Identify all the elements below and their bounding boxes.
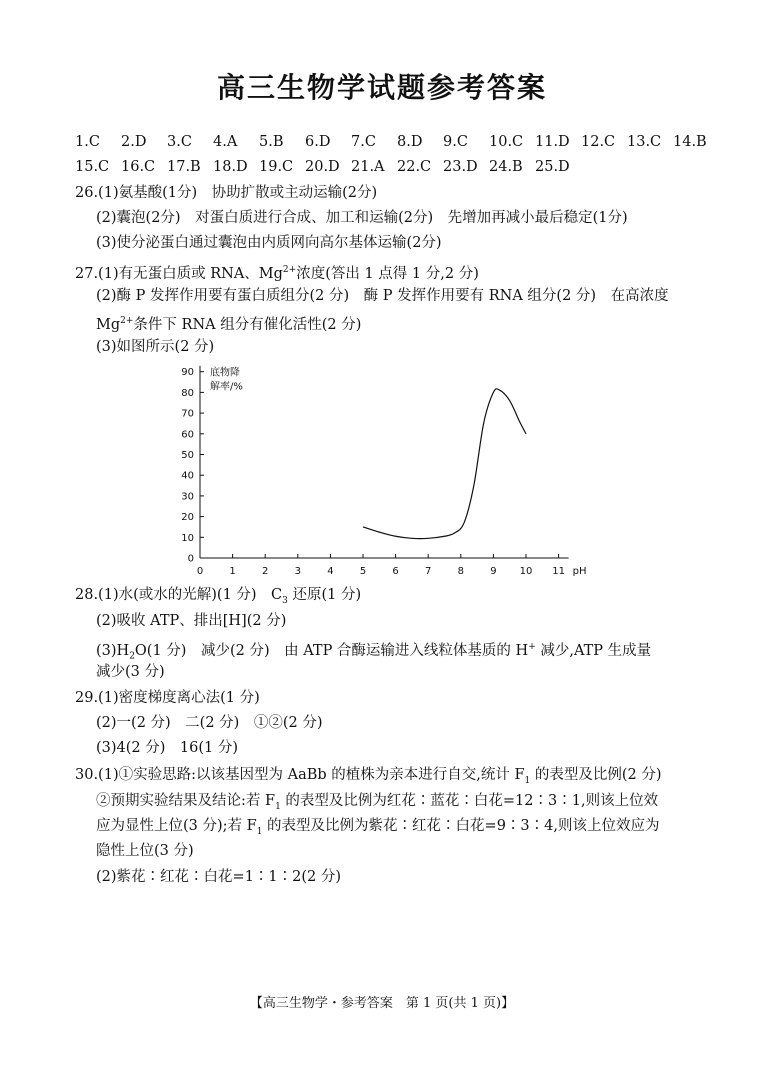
x-tick-label: 1 xyxy=(229,566,236,577)
y-axis-label-line-2: 解率/% xyxy=(210,381,243,393)
x-tick-label: 5 xyxy=(359,566,367,577)
x-tick-label: 8 xyxy=(457,566,464,577)
y-tick-label: 0 xyxy=(187,553,194,565)
q27-line-4: (3)如图所示(2 分) xyxy=(96,339,215,355)
mc-answer: 2.D xyxy=(121,134,147,150)
q27-line-2: (2)酶 P 发挥作用要有蛋白质组分(2 分) 酶 P 发挥作用要有 RNA 组分(2 分) 在高浓度 xyxy=(96,288,669,304)
q29-line-2: (2)一(2 分) 二(2 分) ①②(2 分) xyxy=(96,715,323,731)
q26-line-3: (3)使分泌蛋白通过囊泡由内质网向高尔基体运输(2分) xyxy=(96,235,442,251)
x-tick-label: 2 xyxy=(262,566,269,577)
q27-l1-part-b: 浓度(答出 1 点得 1 分,2 分) xyxy=(296,265,479,282)
x-tick-label: 0 xyxy=(196,566,204,577)
q28-l3-part-b: O(1 分) 减少(2 分) 由 ATP 合酶运输进入线粒体基质的 H xyxy=(134,642,529,659)
q30-line-5: (2)紫花∶红花∶白花=1∶1∶2(2 分) xyxy=(96,869,342,885)
mc-answer: 9.C xyxy=(443,134,468,150)
q30-l1-part-b: 的表型及比例(2 分) xyxy=(530,767,662,783)
mc-answer: 24.B xyxy=(489,159,523,175)
x-tick-label: 6 xyxy=(392,566,399,577)
mc-answer: 7.C xyxy=(351,134,376,150)
mc-answer: 11.D xyxy=(535,134,570,150)
q30-line-3 xyxy=(96,816,659,842)
mc-answer: 6.D xyxy=(305,134,331,150)
q27-line-3 xyxy=(96,311,361,335)
q30-l1-part-a: 30.(1)①实验思路:以该基因型为 AaBb 的植株为亲本进行自交,统计 F xyxy=(75,767,525,783)
q28-l1-part-b: 还原(1 分) xyxy=(287,587,362,603)
mc-answer: 25.D xyxy=(535,159,570,175)
y-tick-label: 80 xyxy=(181,387,194,399)
mc-answer: 17.B xyxy=(167,159,201,175)
q28-l1-sub: 3 xyxy=(282,595,288,606)
mc-answer: 19.C xyxy=(259,159,294,175)
q28-line-3 xyxy=(96,637,651,667)
q27-l3-sup: 2+ xyxy=(120,316,134,326)
mc-answer: 14.B xyxy=(673,134,707,150)
q30-l3-part-b: 的表型及比例为紫花∶红花∶白花=9∶3∶4,则该上位效应为 xyxy=(262,818,660,834)
q28-l3-sub: 2 xyxy=(129,651,135,662)
mc-answer: 23.D xyxy=(443,159,478,175)
q27-l1-sup: 2+ xyxy=(282,265,297,275)
q28-l3-part-a: (3)H xyxy=(96,642,130,659)
mc-answer: 8.D xyxy=(397,134,423,150)
q27-l1-part-a: 27.(1)有无蛋白质或 RNA、Mg xyxy=(75,265,283,282)
x-axis-label: pH xyxy=(572,566,587,577)
x-tick-label: 9 xyxy=(490,566,497,577)
q26-line-2: (2)囊泡(2分) 对蛋白质进行合成、加工和运输(2分) 先增加再减小最后稳定(1分) xyxy=(96,210,628,226)
mc-answer: 15.C xyxy=(75,159,110,175)
mc-answer: 18.D xyxy=(213,159,248,175)
q30-line-2 xyxy=(96,791,658,817)
mc-answer: 21.A xyxy=(351,159,385,175)
q30-l3-part-a: 应为显性上位(3 分);若 F xyxy=(96,818,257,834)
q28-l1-part-a: 28.(1)水(或水的光解)(1 分) C xyxy=(75,587,283,603)
y-tick-label: 30 xyxy=(181,491,194,503)
q28-line-2: (2)吸收 ATP、排出[H](2 分) xyxy=(96,613,287,629)
q28-l3-part-c: 减少,ATP 生成量 xyxy=(535,642,652,659)
y-tick-label: 20 xyxy=(181,512,194,524)
mc-answer: 10.C xyxy=(489,134,524,150)
x-tick-label: 11 xyxy=(552,566,565,577)
y-tick-label: 90 xyxy=(181,367,194,379)
q29-line-1: 29.(1)密度梯度离心法(1 分) xyxy=(75,690,260,706)
mc-answers-row-1 xyxy=(75,132,719,152)
y-tick-label: 40 xyxy=(181,470,194,482)
mc-answer: 20.D xyxy=(305,159,340,175)
y-tick-label: 50 xyxy=(181,450,194,461)
q30-l3-sub: 1 xyxy=(256,826,263,837)
q30-line-1 xyxy=(75,765,662,791)
q29-line-3: (3)4(2 分) 16(1 分) xyxy=(96,740,239,756)
mc-answer: 3.C xyxy=(167,134,192,150)
y-tick-label: 60 xyxy=(181,429,194,441)
y-tick-label: 70 xyxy=(181,408,194,420)
q28-line-4: 减少(3 分) xyxy=(96,664,165,680)
x-tick-label: 3 xyxy=(294,566,301,577)
mc-answer: 12.C xyxy=(581,134,616,150)
x-tick-label: 7 xyxy=(425,566,432,577)
x-tick-label: 10 xyxy=(519,566,533,577)
x-tick-label: 4 xyxy=(327,566,334,577)
q30-l1-sub: 1 xyxy=(524,775,531,786)
mc-answer: 22.C xyxy=(397,159,432,175)
q27-line-1 xyxy=(75,260,479,284)
q26-line-1: 26.(1)氨基酸(1分) 协助扩散或主动运输(2分) xyxy=(75,185,378,201)
mc-answer: 16.C xyxy=(121,159,156,175)
q28-line-1 xyxy=(75,585,361,611)
series-line xyxy=(363,389,526,539)
mc-answer: 5.B xyxy=(259,134,284,150)
q27-l3-part-b: 条件下 RNA 组分有催化活性(2 分) xyxy=(133,316,362,333)
mc-answer: 13.C xyxy=(627,134,662,150)
page-title: 高三生物学试题参考答案 xyxy=(216,71,547,104)
page-footer: 【高三生物学・参考答案 第 1 页(共 1 页)】 xyxy=(249,996,515,1011)
mc-answers-row-2 xyxy=(75,157,581,177)
mc-answer: 1.C xyxy=(75,134,100,150)
q30-l2-sub: 1 xyxy=(275,801,281,812)
q28-l3-sup: + xyxy=(528,642,536,652)
y-tick-label: 10 xyxy=(181,532,194,544)
y-axis-label-line-1: 底物降 xyxy=(210,367,240,379)
q30-l2-part-b: 的表型及比例为红花∶蓝花∶白花=12∶3∶1,则该上位效 xyxy=(280,793,659,809)
q27-l3-part-a: Mg xyxy=(96,316,121,333)
q30-line-4: 隐性上位(3 分) xyxy=(96,843,194,859)
q30-l2-part-a: ②预期实验结果及结论:若 F xyxy=(96,793,276,809)
ph-degradation-chart xyxy=(170,362,630,582)
mc-answer: 4.A xyxy=(213,134,238,150)
